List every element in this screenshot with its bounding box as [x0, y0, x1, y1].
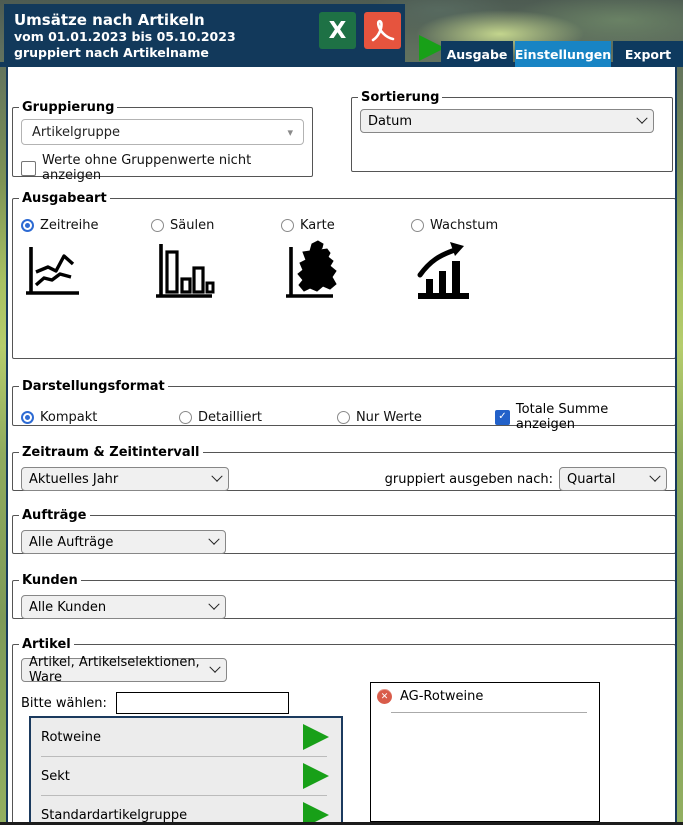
detailliert-label: Detailliert — [197, 409, 262, 425]
selected-divider — [391, 712, 587, 713]
article-search-input[interactable] — [116, 692, 289, 714]
germany-map-icon — [283, 239, 411, 301]
list-item-label: Standardartikelgruppe — [41, 807, 188, 823]
list-item-sekt[interactable] — [31, 757, 341, 795]
kunden-legend: Kunden — [22, 573, 78, 588]
auftraege-fieldset — [12, 508, 676, 554]
gruppierung-dropdown[interactable] — [21, 119, 304, 145]
excel-export-icon[interactable]: X — [319, 12, 356, 49]
total-sum-option[interactable] — [495, 402, 665, 432]
sortierung-dropdown[interactable] — [360, 109, 654, 133]
format-option-nur-werte[interactable] — [337, 410, 495, 425]
auftraege-dropdown-value: Alle Aufträge — [29, 534, 114, 550]
auftraege-legend: Aufträge — [22, 508, 87, 523]
add-arrow-icon[interactable] — [303, 724, 329, 750]
kompakt-radio[interactable] — [21, 411, 34, 424]
darstellungsformat-fieldset — [12, 379, 676, 432]
bar-chart-icon — [153, 239, 281, 301]
artikel-fieldset — [12, 637, 676, 825]
list-item-label: Sekt — [41, 768, 70, 784]
tab-einstellungen[interactable]: Einstellungen — [515, 41, 611, 67]
report-date-range: vom 01.01.2023 bis 05.10.2023 — [14, 29, 236, 44]
ausgabeart-fieldset — [12, 191, 676, 359]
total-sum-checkbox[interactable]: ✓ — [495, 410, 510, 425]
hide-groupless-values-label: Werte ohne Gruppenwerte nicht anzeigen — [42, 153, 252, 183]
chevron-down-icon — [636, 113, 647, 124]
report-grouping-subtitle: gruppiert nach Artikelname — [14, 45, 209, 60]
saeulen-label: Säulen — [170, 218, 215, 233]
zeitreihe-radio[interactable] — [21, 219, 34, 232]
selected-item-label: AG-Rotweine — [400, 689, 484, 704]
output-type-option-saeulen[interactable] — [151, 218, 281, 301]
picker-label: Bitte wählen: — [21, 695, 107, 711]
settings-panel — [6, 67, 677, 825]
gruppierung-dropdown-value: Artikelgruppe — [32, 124, 120, 140]
artikel-dropdown[interactable] — [21, 655, 227, 685]
hide-groupless-values-checkbox[interactable] — [21, 161, 36, 176]
group-output-label: gruppiert ausgeben nach: — [384, 471, 553, 487]
detailliert-radio[interactable] — [179, 411, 192, 424]
tab-bar — [441, 41, 683, 67]
gruppierung-legend: Gruppierung — [22, 100, 115, 115]
kunden-dropdown-value: Alle Kunden — [29, 599, 107, 615]
output-type-option-wachstum[interactable] — [411, 218, 541, 301]
add-arrow-icon[interactable] — [303, 763, 329, 789]
remove-icon[interactable]: ✕ — [377, 689, 392, 704]
zeitraum-fieldset — [12, 445, 676, 491]
format-option-detailliert[interactable] — [179, 410, 337, 425]
kunden-fieldset — [12, 573, 676, 619]
zeitraum-dropdown[interactable] — [21, 467, 229, 491]
nur-werte-radio[interactable] — [337, 411, 350, 424]
zeitraum-dropdown-value: Aktuelles Jahr — [29, 471, 119, 487]
nur-werte-label: Nur Werte — [355, 409, 422, 425]
artikel-dropdown-value: Artikel, Artikelselektionen, Ware — [29, 655, 200, 685]
list-item-label: Rotweine — [41, 729, 101, 745]
tab-ausgabe[interactable]: Ausgabe — [441, 41, 513, 67]
karte-label: Karte — [300, 218, 335, 233]
interval-dropdown-value: Quartal — [567, 471, 616, 487]
zeitreihe-label: Zeitreihe — [40, 218, 99, 233]
selected-articles-box — [370, 682, 600, 822]
saeulen-radio[interactable] — [151, 219, 164, 232]
tab-export[interactable]: Export — [613, 41, 683, 67]
wachstum-label: Wachstum — [430, 218, 499, 233]
karte-radio[interactable] — [281, 219, 294, 232]
interval-dropdown[interactable] — [559, 467, 667, 491]
growth-chart-icon — [413, 239, 541, 301]
chevron-down-icon — [211, 471, 222, 482]
output-type-option-karte[interactable] — [281, 218, 411, 301]
acrobat-icon — [368, 16, 398, 46]
total-sum-label: Totale Summe anzeigen — [515, 402, 609, 432]
sortierung-legend: Sortierung — [361, 90, 440, 105]
output-type-option-zeitreihe[interactable] — [21, 218, 151, 301]
list-item-standardartikelgruppe[interactable] — [31, 796, 341, 825]
chevron-down-icon — [208, 534, 219, 545]
chevron-down-icon — [209, 662, 220, 673]
kunden-dropdown[interactable] — [21, 595, 226, 619]
wachstum-radio[interactable] — [411, 219, 424, 232]
report-header — [4, 4, 405, 62]
chevron-down-icon — [649, 471, 660, 482]
suggestion-list — [29, 716, 343, 825]
selected-item-ag-rotweine — [377, 689, 591, 704]
ausgabeart-legend: Ausgabeart — [22, 191, 107, 206]
chevron-down-icon — [208, 599, 219, 610]
kompakt-label: Kompakt — [40, 409, 98, 425]
darstellungsformat-legend: Darstellungsformat — [22, 379, 165, 394]
zeitraum-legend: Zeitraum & Zeitintervall — [22, 445, 200, 460]
sortierung-dropdown-value: Datum — [368, 113, 412, 129]
page-title: Umsätze nach Artikeln — [14, 11, 205, 29]
sortierung-fieldset — [351, 90, 673, 172]
artikel-legend: Artikel — [22, 637, 71, 652]
list-item-rotweine[interactable] — [31, 718, 341, 756]
format-option-kompakt[interactable] — [21, 410, 179, 425]
dropdown-caret-icon: ▾ — [287, 125, 293, 139]
pdf-export-icon[interactable] — [364, 12, 401, 49]
gruppierung-fieldset — [12, 100, 313, 183]
line-chart-icon — [23, 239, 151, 301]
auftraege-dropdown[interactable] — [21, 530, 226, 554]
